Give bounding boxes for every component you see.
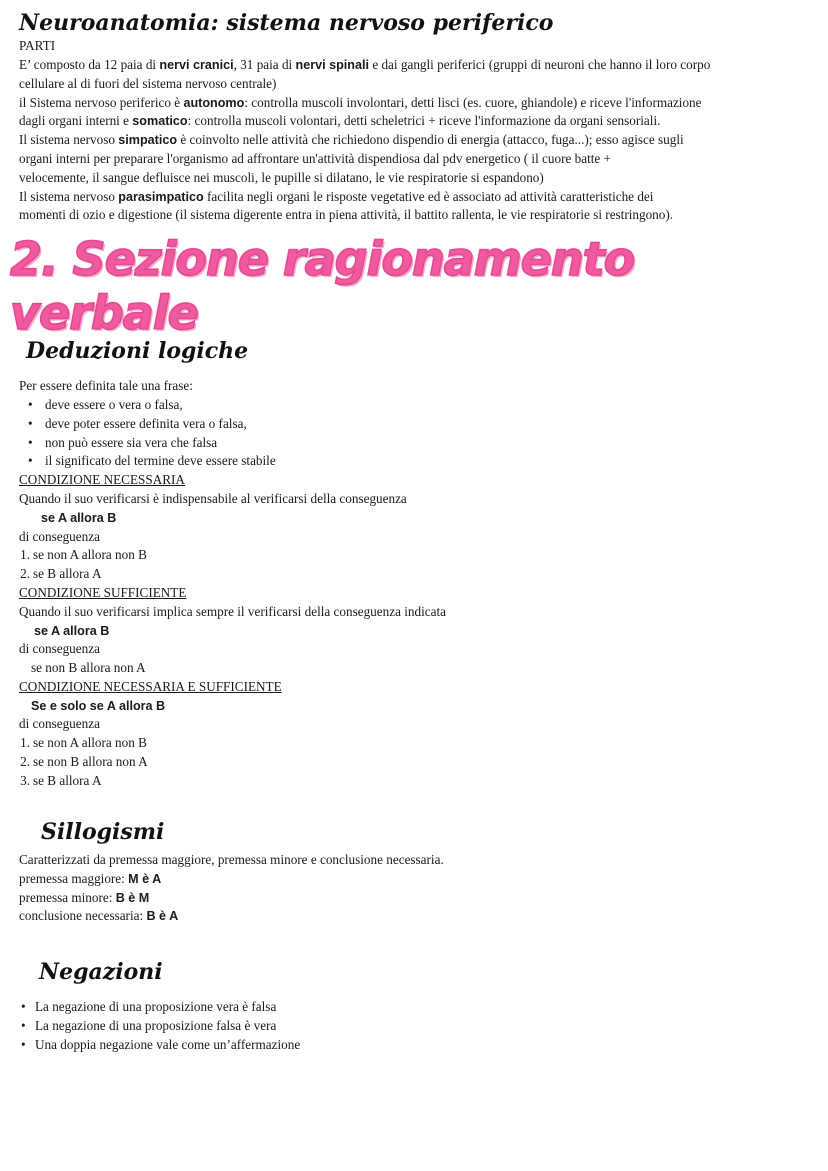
list-item: • non può essere sia vera che falsa (19, 434, 276, 453)
intro-p2-line2: dagli organi interni e somatico: controlla muscoli volontari, detti scheletrici + riceve l'informazione da organi sensoriali. (19, 113, 661, 129)
sufficiente-rule: se A allora B (34, 624, 110, 638)
nec-suff-rule: Se e solo se A allora B (31, 699, 166, 713)
page-title: Neuroanatomia: sistema nervoso periferico (19, 10, 554, 36)
section-title: 2. Sezione ragionamento verbale (10, 232, 635, 340)
necessaria-label: CONDIZIONE NECESSARIA (19, 472, 185, 487)
intro-p1-line1: E’ composto da 12 paia di nervi cranici, 31 paia di nervi spinali e dai gangli periferici (gruppi di neuroni che hanno il loro corpo (19, 57, 711, 72)
sufficiente-item: se non B allora non A (31, 660, 146, 675)
intro-p2-line1: il Sistema nervoso periferico è autonomo: controlla muscoli involontari, detti lisci (es. cuore, ghiandole) e riceve l'informazione (19, 94, 702, 110)
list-item: • Una doppia negazione vale come un’affermazione (19, 1036, 300, 1055)
list-item: • deve poter essere definita vera o falsa, (19, 415, 276, 434)
sufficiente-conseq: di conseguenza (19, 641, 100, 656)
deduzioni-bullet-list (19, 396, 276, 471)
intro-p1-line2: cellulare al di fuori del sistema nervoso centrale) (19, 75, 277, 91)
sillogismi-desc: Caratterizzati da premessa maggiore, premessa minore e conclusione necessaria. (19, 852, 444, 867)
premessa-minore: premessa minore: B è M (19, 890, 150, 905)
list-item: 2. se non B allora non A (20, 753, 148, 769)
nec-suff-label: CONDIZIONE NECESSARIA E SUFFICIENTE (19, 679, 282, 694)
list-item: 1. se non A allora non B (20, 735, 147, 750)
intro-p4-line1: Il sistema nervoso parasimpatico facilita negli organi le risposte vegetative ed è associato ad attività caratteristiche dei (19, 188, 654, 204)
necessaria-rule: se A allora B (41, 511, 117, 525)
sillogismi-heading: Sillogismi (41, 819, 165, 845)
negazioni-bullet-list (19, 998, 300, 1054)
list-item: • il significato del termine deve essere stabile (19, 452, 276, 471)
list-item: 3. se B allora A (20, 772, 102, 788)
sufficiente-desc: Quando il suo verificarsi implica sempre il verificarsi della conseguenza indicata (19, 604, 446, 619)
list-item: • La negazione di una proposizione falsa è vera (19, 1017, 300, 1036)
premessa-maggiore: premessa maggiore: M è A (19, 871, 162, 886)
necessaria-conseq: di conseguenza (19, 529, 100, 544)
list-item: 1. se non A allora non B (20, 547, 147, 562)
list-item: 2. se B allora A (20, 565, 102, 581)
deduzioni-intro: Per essere definita tale una frase: (19, 378, 193, 393)
nec-suff-items (19, 734, 148, 790)
intro-block (19, 56, 819, 225)
intro-p3-line3: velocemente, il sangue defluisce nei muscoli, le pupille si dilatano, le vie respiratorie si espandono) (19, 169, 544, 185)
deduzioni-heading: Deduzioni logiche (26, 338, 249, 364)
list-item: • La negazione di una proposizione vera è falsa (19, 998, 300, 1017)
necessaria-items (19, 546, 147, 584)
conclusione-necessaria: conclusione necessaria: B è A (19, 908, 179, 923)
nec-suff-conseq: di conseguenza (19, 716, 100, 731)
parts-label: PARTI (19, 38, 56, 53)
intro-p3-line2: organi interni per preparare l'organismo ad affrontare un'attività dispendiosa dal pdv energetico ( il cuore batte + (19, 150, 611, 166)
intro-p3-line1: Il sistema nervoso simpatico è coinvolto nelle attività che richiedono dispendio di energia (attacco, fuga...); esso agisce sugli (19, 132, 684, 148)
negazioni-heading: Negazioni (39, 959, 163, 985)
necessaria-desc: Quando il suo verificarsi è indispensabile al verificarsi della conseguenza (19, 491, 407, 506)
list-item: • deve essere o vera o falsa, (19, 396, 276, 415)
intro-p4-line2: momenti di ozio e digestione (il sistema digerente entra in piena attività, il battito rallenta, le vie respiratorie si restringono). (19, 207, 674, 223)
sufficiente-label: CONDIZIONE SUFFICIENTE (19, 585, 187, 600)
